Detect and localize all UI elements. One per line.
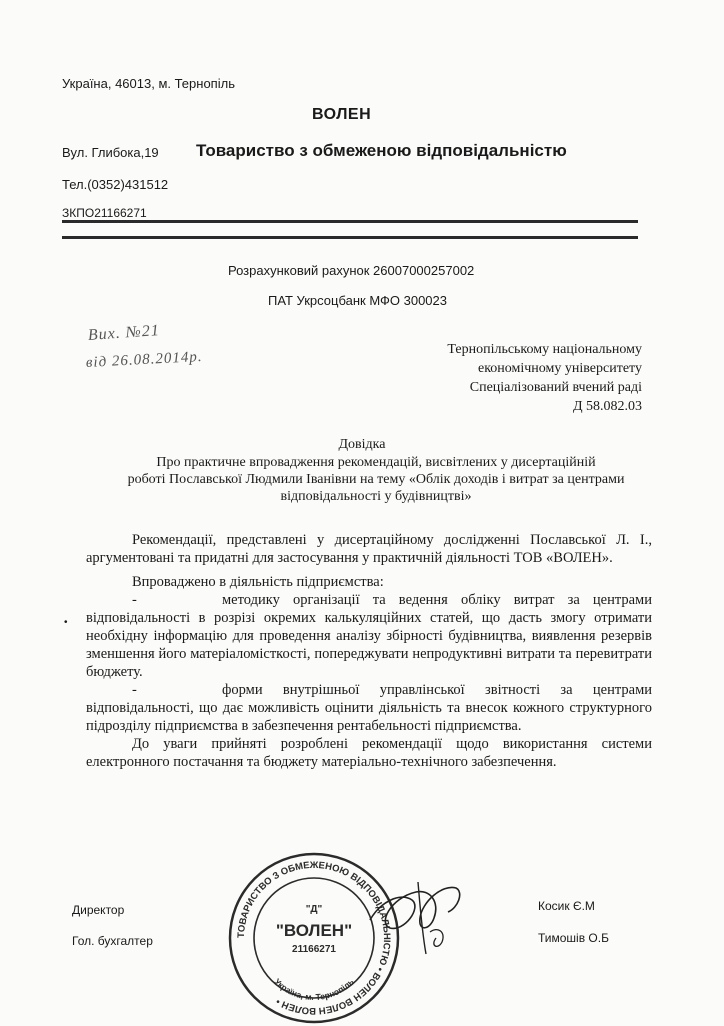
company-phone: Тел.(0352)431512 <box>62 177 169 192</box>
paragraph-recommendations: Рекомендації, представлені у дисертаційному дослідженні Пославської Л. І., аргументовані та придатні для застосування у практичній діяльності ТОВ «ВОЛЕН». <box>86 532 652 566</box>
header-divider-top <box>62 220 638 223</box>
recipient-block <box>447 340 642 416</box>
recipient-line: економічному університету <box>477 361 642 376</box>
subject-line: роботі Пославської Людмили Іванівни на тему «Облік доходів і витрат за центрами <box>127 472 625 487</box>
paragraph-implemented: Впроваджено в діяльність підприємства: <box>132 574 384 590</box>
director-name: Косик Є.М <box>538 899 595 913</box>
stamp-city <box>272 977 355 1003</box>
bank-name: ПАТ Укрсоцбанк МФО 300023 <box>268 293 447 308</box>
accountant-label: Гол. бухгалтер <box>72 934 153 948</box>
company-address: Україна, 46013, м. Тернопіль <box>62 76 235 91</box>
list-item-reporting <box>86 681 652 735</box>
document-body <box>86 531 652 771</box>
list-dash: - <box>132 592 137 608</box>
handwritten-date: від 26.08.2014р. <box>85 348 204 371</box>
list-dash: - <box>132 682 137 698</box>
recipient-line: Спеціалізований вчений раді <box>469 380 642 395</box>
accountant-name: Тимошів О.Б <box>538 931 609 945</box>
recipient-line: Тернопільському національному <box>447 342 642 357</box>
paragraph-considered: До уваги прийняті розроблені рекомендації щодо використання системи електронного постачання та бюджету матеріально-технічного забезпечення. <box>86 736 652 770</box>
stamp-letter: "Д" <box>305 904 323 915</box>
company-legal-form: Товариство з обмеженою відповідальністю <box>196 141 567 160</box>
header-divider-bottom <box>62 236 638 239</box>
stamp-city-path: Україна, м. Тернопіль <box>272 976 356 1003</box>
recipient-line: Д 58.082.03 <box>572 399 642 414</box>
document-subject <box>86 454 666 505</box>
company-code: ЗКПО21166271 <box>62 206 147 220</box>
stamp-code: 21166271 <box>292 944 336 955</box>
company-name: ВОЛЕН <box>312 106 372 123</box>
list-item-text: форми внутрішньої управлінської звітності за центрами відповідальності, що дає можливість оцінити діяльність та внесок кожного структурного підрозділу підприємства в забезпечення рентабельності підприємства. <box>86 682 652 734</box>
director-label: Директор <box>72 903 125 917</box>
margin-mark: • <box>64 617 68 628</box>
list-item-text: методику організації та ведення обліку витрат за центрами відповідальності в розрізі окремих калькуляційних статей, що дасть змогу отримати необхідну інформацію для проведення аналізу збірності будівництва, виявлення резервів зменшення його матеріаломісткості, попереджувати непродуктивні витрати та перевитрати бюджету. <box>86 592 652 680</box>
document-title: Довідка <box>338 437 386 452</box>
list-item-method <box>86 591 652 681</box>
stamp-outer-text-path: ТОВАРИСТВО З ОБМЕЖЕНОЮ ВІДПОВІДАЛЬНІСТЮ • ВОЛЕН ВОЛЕН ВОЛЕН • <box>235 859 393 1017</box>
handwritten-outgoing-number: Вих. №21 <box>87 322 161 344</box>
subject-line: відповідальності у будівництві» <box>280 489 472 504</box>
bank-account: Розрахунковий рахунок 26007000257002 <box>228 263 475 278</box>
company-street: Вул. Глибока,19 <box>62 145 159 160</box>
stamp-company-name: "ВОЛЕН" <box>275 921 353 940</box>
subject-line: Про практичне впровадження рекомендацій, висвітлених у дисертаційній <box>156 455 596 470</box>
director-signature <box>360 862 470 962</box>
